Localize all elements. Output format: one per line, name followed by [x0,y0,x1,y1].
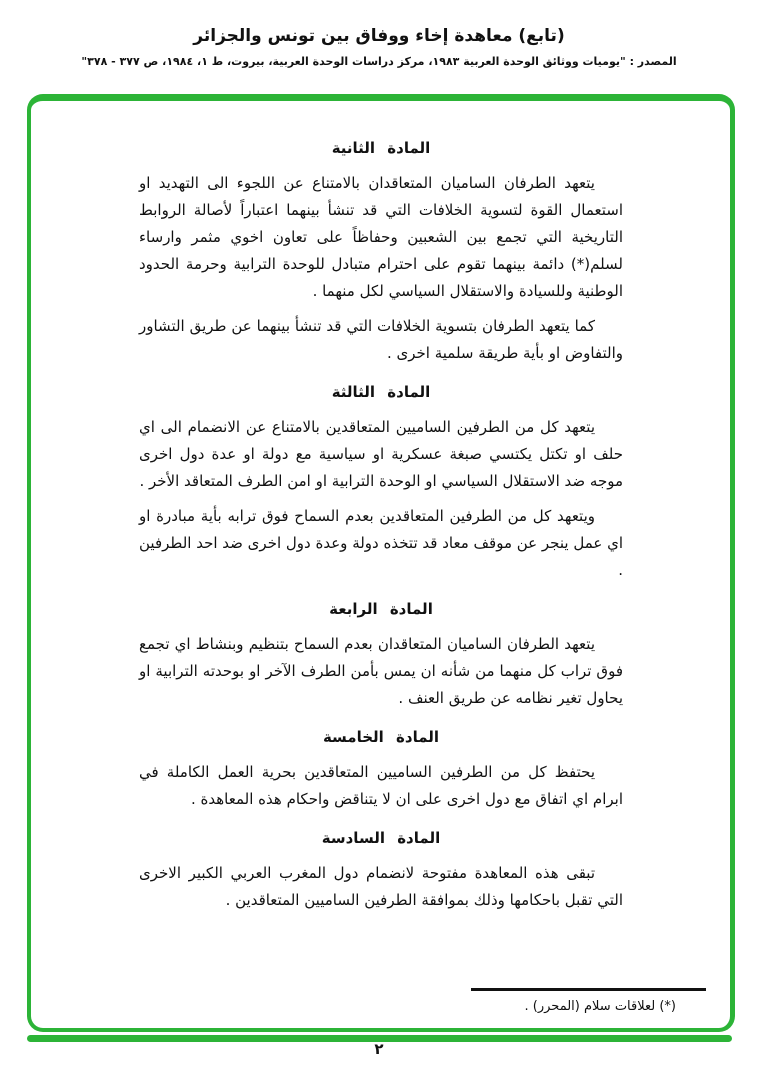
article-section-5 [139,724,623,813]
article-section-4 [139,596,623,712]
article-heading: المادة السادسة [321,829,441,847]
document-source-line: المصدر : "يوميات ووثائق الوحدة العربية ١٩٨٣، مركز دراسات الوحدة العربية، بيروت، ط ١، ١٩٨٤، ص ٣٧٧ - ٣٧٨" [81,55,677,68]
green-border-frame [27,94,735,1032]
article-paragraph: ويتعهد كل من الطرفين المتعاقدين بعدم السماح فوق ترابه بأية مبادرة او اي عمل ينجر عن موقف معاد قد تتخذه دولة وعدة دول اخرى ضد احد الطرفين . [139,507,623,579]
article-paragraph: كما يتعهد الطرفان بتسوية الخلافات التي قد تنشأ بينهما عن طريق التشاور والتفاوض او بأية طريقة سلمية اخرى . [139,317,623,362]
footnote [402,988,712,1014]
article-section-6 [139,825,623,914]
article-paragraph: يحتفظ كل من الطرفين الساميين المتعاقدين بحرية العمل الكاملة في ابرام اي اتفاق مع دول اخرى على ان لا يتناقض واحكام هذه المعاهدة . [139,763,623,808]
document-title: (تابع) معاهدة إخاء ووفاق بين تونس والجزائر [193,26,565,46]
article-heading: المادة الرابعة [329,600,433,618]
article-paragraph: يتعهد الطرفان الساميان المتعاقدان بعدم السماح بتنظيم وبنشاط اي تجمع فوق تراب كل منهما من شأنه ان يمس بأمن الطرف الآخر او بوحدته الترابية او يحاول تغير نظامه عن طريق العنف . [139,635,623,707]
article-heading: المادة الثالثة [331,383,431,401]
article-section-3 [139,379,623,584]
article-heading: المادة الثانية [331,139,431,157]
article-heading: المادة الخامسة [322,728,440,746]
footnote-text: (*) لعلاقات سلام (المحرر) . [524,999,676,1014]
article-paragraph: تبقى هذه المعاهدة مفتوحة لانضمام دول المغرب العربي الكبير الاخرى التي تقبل باحكامها وذلك بموافقة الطرفين الساميين المتعاقدين . [139,864,623,909]
article-paragraph: يتعهد الطرفان الساميان المتعاقدان بالامتناع عن اللجوء الى التهديد او استعمال القوة لتسوية الخلافات التي قد تنشأ بينهما اعتباراً لأصالة الروابط التاريخية التي تجمع بين الشعبين وحفاظاً على تعاون اخوي مثمر وارساء لسلم(*) دائمة بينهما تقوم على احترام متبادل للوحدة الترابية وحرمة الحدود الوطنية وللسيادة والاستقلال السياسي لكل منهما . [139,174,623,300]
page-number: ٢ [374,1040,384,1058]
article-section-2 [139,135,623,367]
article-paragraph: يتعهد كل من الطرفين الساميين المتعاقدين بالامتناع عن الانضمام الى اي حلف او تكتل يكتسي صبغة عسكرية او سياسية مع دولة او عدة دول اخرى موجه ضد الاستقلال السياسي او الوحدة الترابية او امن الطرف المتعاقد الأخر . [139,418,623,490]
document-body [139,123,623,922]
document-header [0,26,758,68]
